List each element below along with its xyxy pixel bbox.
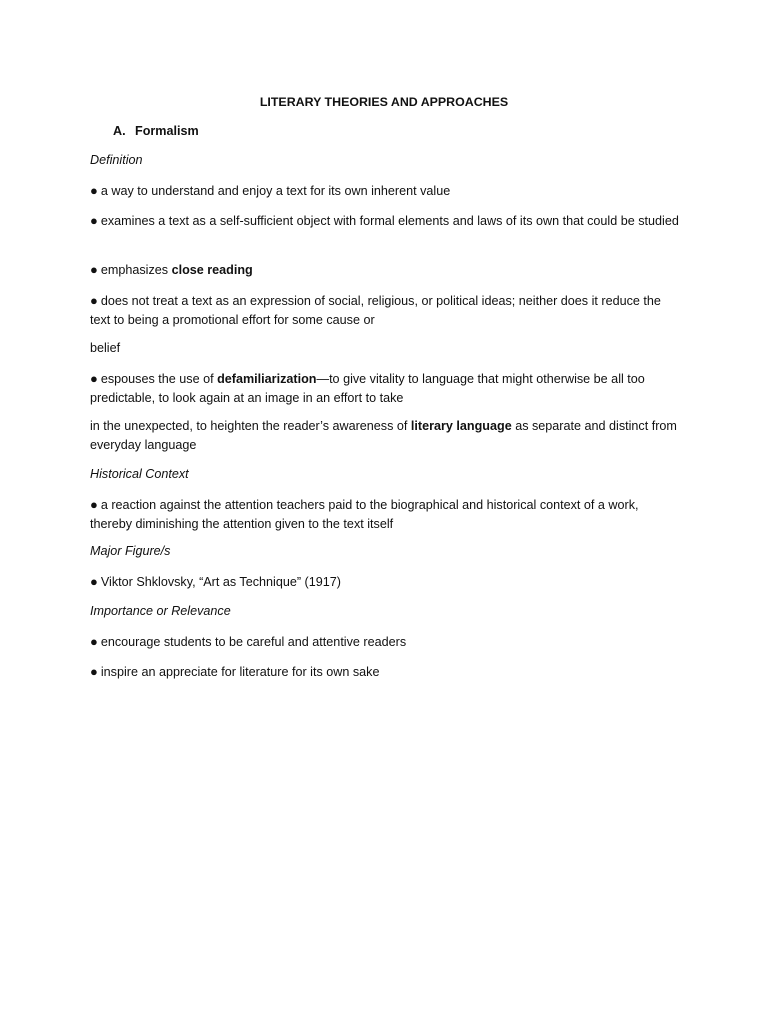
- definition-heading: Definition: [90, 153, 143, 167]
- bullet-icon: ●: [90, 574, 98, 589]
- definition-item-2: [90, 211, 682, 231]
- major-figures-heading: Major Figure/s: [90, 544, 171, 558]
- definition-text-4: does not treat a text as an expression of social, religious, or political ideas; neither does it reduce the text to being a promotional effort for some cause or: [90, 294, 661, 327]
- historical-text-1: a reaction against the attention teachers paid to the biographical and historical context of a work, thereby diminishing the attention given to the text itself: [90, 498, 639, 531]
- definition-item-1: [90, 181, 682, 201]
- definition-text-2: examines a text as a self-sufficient object with formal elements and laws of its own that could be studied: [100, 214, 679, 228]
- bullet-icon: ●: [90, 634, 98, 649]
- bullet-icon: ●: [90, 497, 98, 512]
- importance-item-2: [90, 662, 682, 682]
- bullet-icon: ●: [90, 293, 98, 308]
- definition-text-5-cont-post: as separate and distinct from everyday language: [90, 419, 677, 452]
- term-close-reading: close reading: [171, 263, 253, 277]
- importance-text-1: encourage students to be careful and attentive readers: [100, 635, 407, 649]
- historical-context-heading: Historical Context: [90, 467, 189, 481]
- section-name: Formalism: [135, 124, 199, 138]
- importance-item-1: [90, 632, 682, 652]
- document-title: LITERARY THEORIES AND APPROACHES: [259, 95, 509, 109]
- definition-text-5-post: —to give vitality to language that might otherwise be all too predictable, to look again at an image in an effort to take: [90, 372, 645, 405]
- historical-item-1: [90, 495, 682, 534]
- definition-item-5: [90, 369, 682, 408]
- definition-text-1: a way to understand and enjoy a text for its own inherent value: [100, 184, 451, 198]
- definition-text-5-cont-pre: in the unexpected, to heighten the reader’s awareness of: [90, 419, 411, 433]
- importance-heading: Importance or Relevance: [90, 604, 231, 618]
- definition-item-5-continued: [90, 417, 682, 455]
- definition-text-3: emphasizes: [100, 263, 172, 277]
- term-literary-language: literary language: [410, 419, 512, 433]
- figure-text-1: Viktor Shklovsky, “Art as Technique” (1917): [100, 575, 341, 589]
- definition-item-3: [90, 260, 682, 280]
- bullet-icon: ●: [90, 371, 98, 386]
- definition-text-5-pre: espouses the use of: [100, 372, 218, 386]
- bullet-icon: ●: [90, 183, 98, 198]
- bullet-icon: ●: [90, 664, 98, 679]
- section-letter: A.: [113, 124, 126, 138]
- figure-item-1: [90, 572, 682, 592]
- definition-item-4-continued: belief: [90, 341, 121, 355]
- importance-text-2: inspire an appreciate for literature for its own sake: [100, 665, 380, 679]
- bullet-icon: ●: [90, 213, 98, 228]
- term-defamiliarization: defamiliarization: [217, 372, 317, 386]
- section-heading-formalism: [113, 122, 705, 141]
- bullet-icon: ●: [90, 262, 98, 277]
- definition-item-4: [90, 291, 682, 330]
